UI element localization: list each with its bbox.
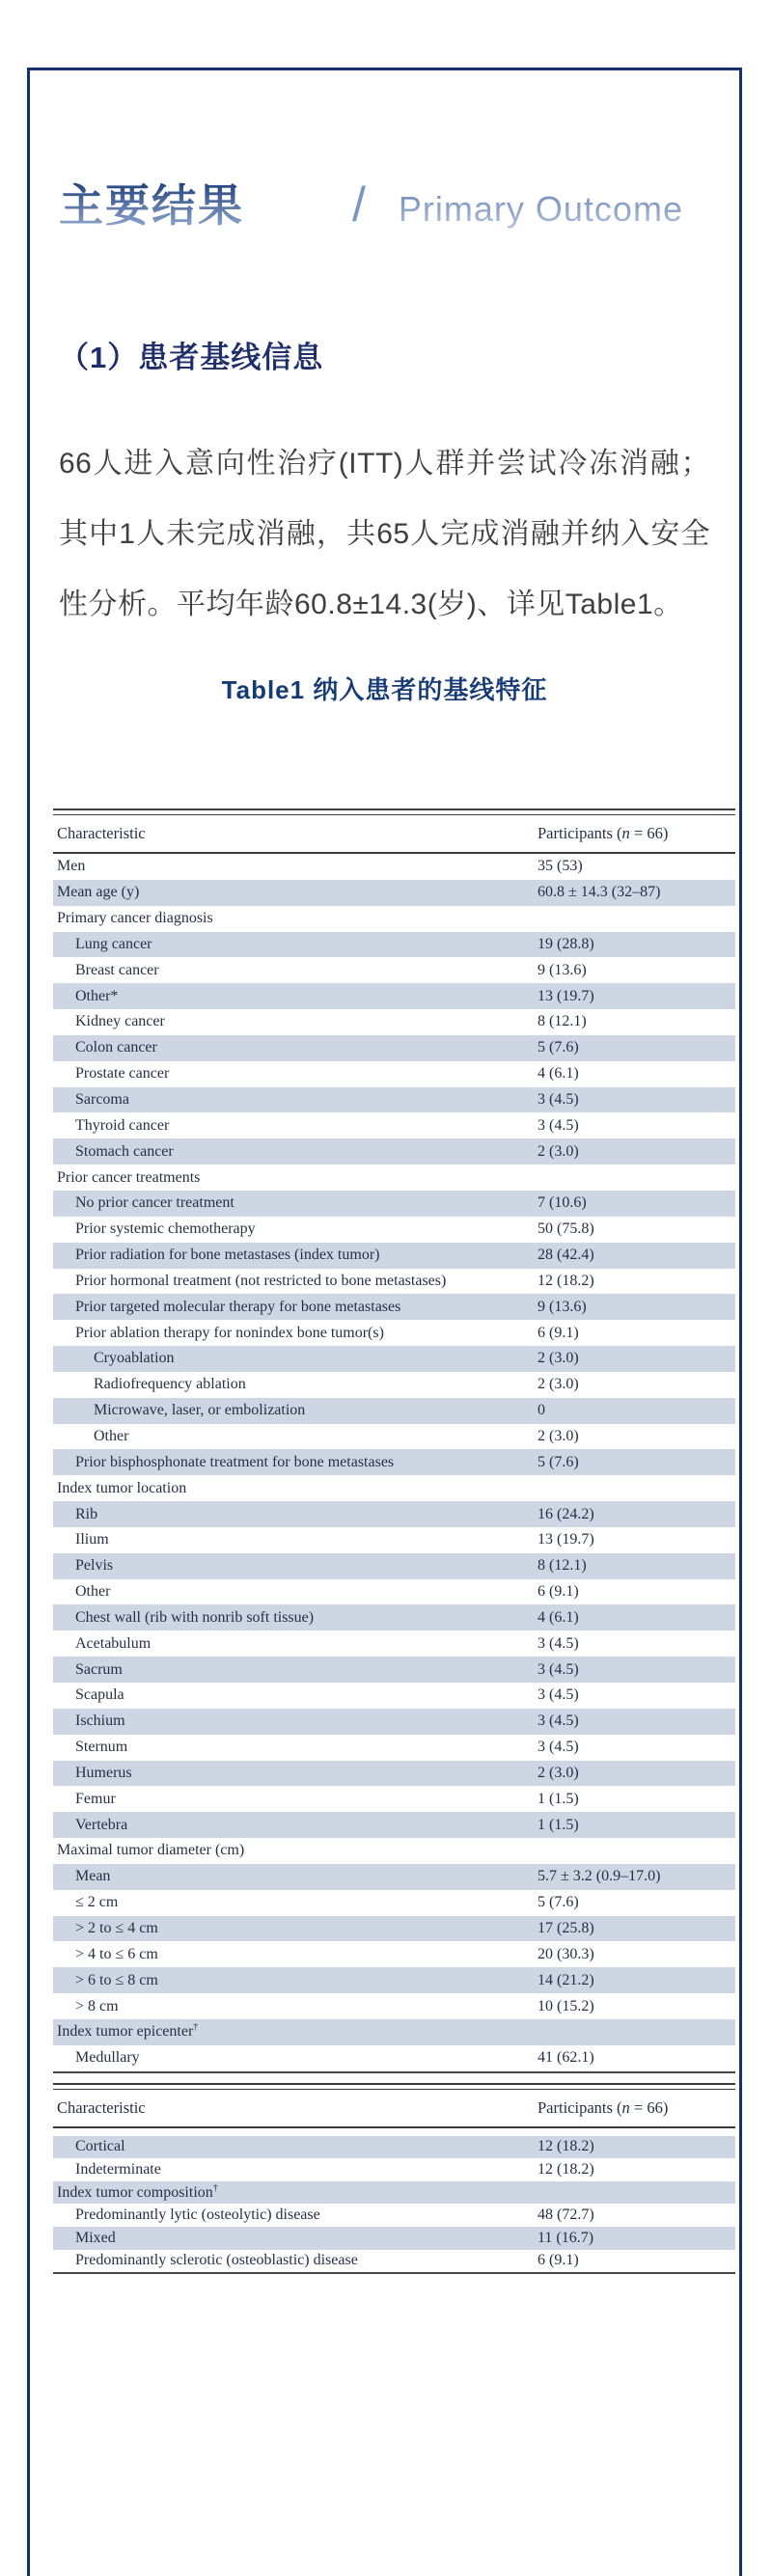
row-label: Ilium — [75, 1531, 109, 1548]
row-label: > 2 to ≤ 4 cm — [75, 1920, 158, 1937]
table-row — [53, 1527, 735, 1553]
row-value: 60.8 ± 14.3 (32–87) — [538, 884, 661, 901]
row-label: Ischium — [75, 1713, 125, 1730]
row-value: 2 (3.0) — [538, 1350, 579, 1367]
row-label: Colon cancer — [75, 1039, 157, 1056]
row-value: 3 (4.5) — [538, 1739, 579, 1756]
row-label: Stomach cancer — [75, 1142, 174, 1160]
table-row — [53, 1786, 735, 1812]
table-row — [53, 1501, 735, 1527]
table-header-characteristic: Characteristic — [57, 824, 146, 842]
table-row — [53, 2136, 735, 2159]
row-label: Chest wall (rib with nonrib soft tissue) — [75, 1608, 315, 1626]
row-label: Sternum — [75, 1739, 128, 1756]
title-slash-divider: / — [352, 178, 366, 232]
row-value: 2 (3.0) — [538, 1142, 579, 1160]
row-label: Other — [75, 1583, 111, 1601]
row-value: 8 (12.1) — [538, 1013, 587, 1030]
table-row — [53, 1864, 735, 1890]
row-value: 20 (30.3) — [538, 1945, 594, 1962]
row-value: 0 — [538, 1402, 545, 1419]
page-title-cn: 主要结果 — [59, 180, 244, 231]
row-label: > 4 to ≤ 6 cm — [75, 1945, 158, 1962]
table-row — [53, 1449, 735, 1475]
row-label: > 6 to ≤ 8 cm — [75, 1971, 158, 1988]
table-row — [53, 1346, 735, 1372]
table-row — [53, 906, 735, 932]
row-value: 28 (42.4) — [538, 1247, 594, 1264]
table-row — [53, 2158, 735, 2181]
row-value: 2 (3.0) — [538, 1764, 579, 1781]
table-row — [53, 957, 735, 983]
row-value: 16 (24.2) — [538, 1505, 594, 1522]
row-value: 9 (13.6) — [538, 1298, 587, 1315]
row-label: Cryoablation — [94, 1350, 175, 1367]
row-label: Index tumor location — [57, 1479, 187, 1496]
table-row — [53, 1683, 735, 1709]
table-row — [53, 880, 735, 906]
table-header-characteristic: Characteristic — [57, 2097, 146, 2117]
table-row — [53, 1735, 735, 1761]
row-label: Lung cancer — [75, 935, 152, 952]
row-label: Mean age (y) — [57, 884, 140, 901]
table-row — [53, 1372, 735, 1398]
table-row — [53, 2045, 735, 2071]
row-label: ≤ 2 cm — [75, 1894, 119, 1911]
row-label: Prior hormonal treatment (not restricted to bone metastases) — [75, 1272, 447, 1289]
row-label: Prostate cancer — [75, 1065, 170, 1082]
table-header-row — [53, 815, 735, 852]
row-value: 3 (4.5) — [538, 1686, 579, 1704]
table-section — [53, 2083, 735, 2276]
row-value: 12 (18.2) — [538, 2138, 594, 2155]
table-row — [53, 1061, 735, 1087]
table-row — [53, 1967, 735, 1993]
row-label: Humerus — [75, 1764, 132, 1781]
row-value: 6 (9.1) — [538, 1583, 579, 1601]
row-label: > 8 cm — [75, 1997, 119, 2014]
page-title-en: Primary Outcome — [399, 183, 683, 235]
table-row — [53, 1269, 735, 1295]
section-heading: （1）患者基线信息 — [59, 341, 324, 374]
row-label: Index tumor epicenter† — [57, 2023, 199, 2041]
table-row — [53, 1138, 735, 1165]
row-value: 13 (19.7) — [538, 987, 594, 1004]
table-row — [53, 1191, 735, 1217]
table-row — [53, 1579, 735, 1605]
row-value: 5 (7.6) — [538, 1039, 579, 1056]
body-paragraph: 66人进入意向性治疗(ITT)人群并尝试冷冻消融；其中1人未完成消融，共65人完成消融并纳入安全性分析。平均年龄60.8±14.3(岁)、详见Table1。 — [59, 448, 710, 620]
table-row — [53, 1812, 735, 1838]
row-label: Mean — [75, 1868, 111, 1885]
row-label: Prior ablation therapy for nonindex bone tumor(s) — [75, 1324, 384, 1341]
row-label: Sarcoma — [75, 1091, 129, 1109]
table-row — [53, 1009, 735, 1035]
table-header-row — [53, 2090, 735, 2126]
table-row — [53, 1294, 735, 1320]
table-row — [53, 2250, 735, 2273]
row-label: Breast cancer — [75, 961, 159, 978]
table-row — [53, 1475, 735, 1501]
row-value: 10 (15.2) — [538, 1997, 594, 2014]
table-header-participants: Participants (n = 66) — [538, 2097, 669, 2117]
table-section — [53, 808, 735, 2074]
row-label: Prior systemic chemotherapy — [75, 1220, 256, 1238]
page-title — [59, 178, 739, 235]
row-label: Pelvis — [75, 1557, 114, 1575]
dagger-footnote-mark: † — [193, 2023, 199, 2034]
table-row — [53, 2019, 735, 2045]
row-value: 6 (9.1) — [538, 1324, 579, 1341]
row-label: Predominantly lytic (osteolytic) disease — [75, 2206, 320, 2224]
row-label: Prior cancer treatments — [57, 1168, 201, 1186]
row-label: Mixed — [75, 2229, 116, 2246]
row-value: 17 (25.8) — [538, 1920, 594, 1937]
row-value: 12 (18.2) — [538, 2161, 594, 2179]
row-value: 41 (62.1) — [538, 2049, 594, 2067]
italic-n: n — [621, 824, 630, 842]
row-label: Predominantly sclerotic (osteoblastic) disease — [75, 2252, 358, 2269]
table-row — [53, 2204, 735, 2227]
table-row — [53, 1631, 735, 1657]
row-label: Thyroid cancer — [75, 1116, 170, 1134]
row-value: 19 (28.8) — [538, 935, 594, 952]
table-row — [53, 1916, 735, 1942]
row-label: Kidney cancer — [75, 1013, 165, 1030]
table-row — [53, 1424, 735, 1450]
row-label: Femur — [75, 1790, 116, 1807]
table-row — [53, 1657, 735, 1683]
row-label: Prior radiation for bone metastases (index tumor) — [75, 1247, 380, 1264]
table-row — [53, 1035, 735, 1061]
dagger-footnote-mark: † — [212, 2183, 218, 2194]
table-title: Table1 纳入患者的基线特征 — [221, 675, 548, 704]
row-value: 5 (7.6) — [538, 1453, 579, 1470]
table-row — [53, 1993, 735, 2019]
table-row — [53, 1604, 735, 1631]
row-label: Index tumor composition† — [57, 2183, 218, 2201]
content-card — [27, 68, 742, 2576]
row-value: 12 (18.2) — [538, 1272, 594, 1289]
row-label: Maximal tumor diameter (cm) — [57, 1842, 245, 1859]
table-row — [53, 2181, 735, 2205]
row-label: Scapula — [75, 1686, 124, 1704]
row-value: 5.7 ± 3.2 (0.9–17.0) — [538, 1868, 661, 1885]
table-top-rule — [53, 808, 735, 815]
row-value: 8 (12.1) — [538, 1557, 587, 1575]
table-row — [53, 1761, 735, 1787]
row-value: 14 (21.2) — [538, 1971, 594, 1988]
row-value: 3 (4.5) — [538, 1091, 579, 1109]
table-row — [53, 1838, 735, 1864]
row-label: Indeterminate — [75, 2161, 161, 2179]
table-row — [53, 1243, 735, 1269]
row-label: Prior bisphosphonate treatment for bone metastases — [75, 1453, 395, 1470]
table-row — [53, 1941, 735, 1967]
table-top-rule — [53, 2083, 735, 2090]
table-row — [53, 1320, 735, 1346]
table-row — [53, 1709, 735, 1735]
row-value: 11 (16.7) — [538, 2229, 594, 2246]
row-value: 35 (53) — [538, 858, 583, 875]
table-row — [53, 1112, 735, 1138]
table-row — [53, 1217, 735, 1243]
row-value: 13 (19.7) — [538, 1531, 594, 1548]
row-value: 5 (7.6) — [538, 1894, 579, 1911]
table-row — [53, 1165, 735, 1191]
row-value: 4 (6.1) — [538, 1608, 579, 1626]
row-value: 2 (3.0) — [538, 1427, 579, 1444]
table-row — [53, 983, 735, 1009]
row-label: Microwave, laser, or embolization — [94, 1402, 306, 1419]
table-section-gap — [53, 2074, 735, 2083]
table-row — [53, 1890, 735, 1916]
table-bottom-rule — [53, 2272, 735, 2275]
row-label: Medullary — [75, 2049, 140, 2067]
baseline-characteristics-table — [53, 808, 735, 2275]
row-label: Other — [94, 1427, 129, 1444]
table-row — [53, 1398, 735, 1424]
row-value: 7 (10.6) — [538, 1194, 587, 1212]
table-row — [53, 1553, 735, 1579]
table-row — [53, 1087, 735, 1113]
row-value: 50 (75.8) — [538, 1220, 594, 1238]
row-label: Sacrum — [75, 1660, 123, 1678]
row-label: Other* — [75, 987, 119, 1004]
row-value: 1 (1.5) — [538, 1790, 579, 1807]
row-label: Acetabulum — [75, 1634, 152, 1652]
row-value: 3 (4.5) — [538, 1713, 579, 1730]
row-label: Cortical — [75, 2138, 125, 2155]
row-value: 6 (9.1) — [538, 2252, 579, 2269]
row-label: Radiofrequency ablation — [94, 1376, 246, 1393]
row-label: Prior targeted molecular therapy for bone metastases — [75, 1298, 401, 1315]
table-header-gap — [53, 2128, 735, 2136]
row-label: Vertebra — [75, 1816, 128, 1833]
table-header-participants: Participants (n = 66) — [538, 824, 669, 842]
row-label: Men — [57, 858, 86, 875]
row-value: 48 (72.7) — [538, 2206, 594, 2224]
row-value: 3 (4.5) — [538, 1634, 579, 1652]
table-row — [53, 854, 735, 880]
row-label: Primary cancer diagnosis — [57, 910, 213, 927]
row-value: 4 (6.1) — [538, 1065, 579, 1082]
row-label: No prior cancer treatment — [75, 1194, 234, 1212]
row-value: 3 (4.5) — [538, 1116, 579, 1134]
table-row — [53, 932, 735, 958]
row-label: Rib — [75, 1505, 98, 1522]
italic-n: n — [621, 2097, 630, 2117]
table-row — [53, 2227, 735, 2250]
row-value: 2 (3.0) — [538, 1376, 579, 1393]
row-value: 9 (13.6) — [538, 961, 587, 978]
row-value: 3 (4.5) — [538, 1660, 579, 1678]
row-value: 1 (1.5) — [538, 1816, 579, 1833]
